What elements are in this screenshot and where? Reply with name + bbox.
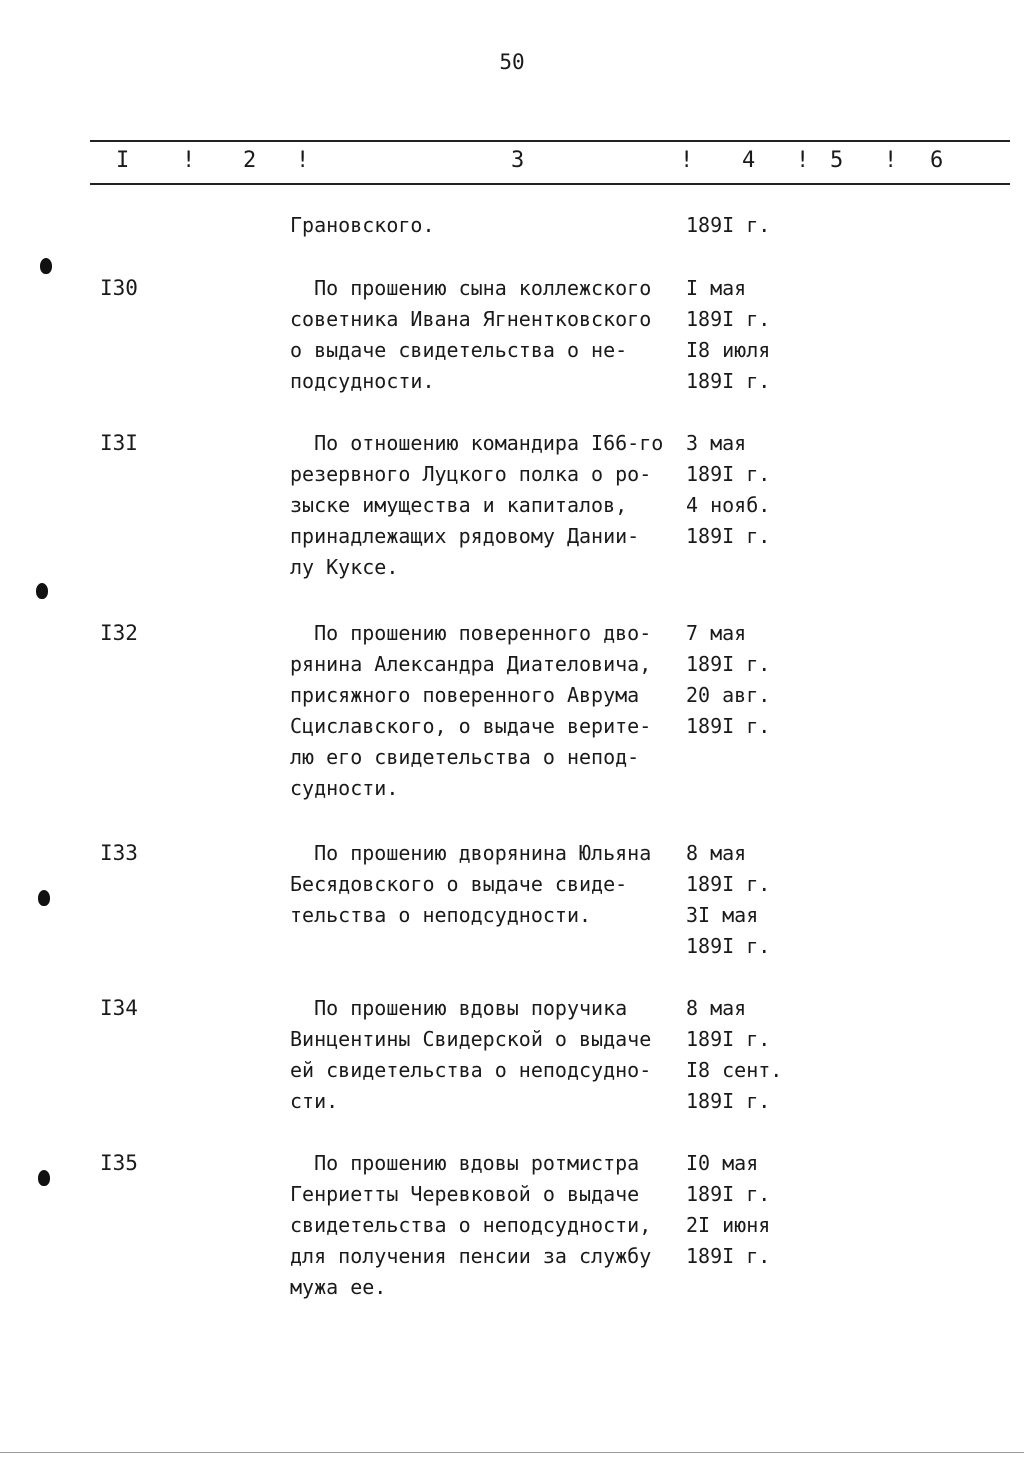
- page-bottom-edge: [0, 1452, 1024, 1453]
- date-line: 3 мая: [686, 431, 747, 455]
- date-line: 189I г.: [686, 1182, 771, 1206]
- header-bottom-rule: [90, 183, 1010, 185]
- description-line: принадлежащих рядовому Дании-: [290, 524, 640, 548]
- date-line: 189I г.: [686, 213, 771, 237]
- header-col-3: 3: [511, 148, 525, 173]
- date-line: 189I г.: [686, 714, 771, 738]
- description-line: судности.: [290, 776, 399, 800]
- binding-hole: [38, 1170, 50, 1186]
- header-col-4: 4: [742, 148, 756, 173]
- binding-hole: [38, 890, 50, 906]
- description-line: свидетельства о неподсудности,: [290, 1213, 652, 1237]
- header-col-1: I: [116, 148, 130, 173]
- description-line: По прошению поверенного дво-: [290, 621, 652, 645]
- description-line: По прошению вдовы ротмистра: [290, 1151, 640, 1175]
- description-line: лю его свидетельства о непод-: [290, 745, 640, 769]
- date-line: 189I г.: [686, 1089, 771, 1113]
- date-line: 189I г.: [686, 652, 771, 676]
- date-line: 189I г.: [686, 524, 771, 548]
- date-line: 189I г.: [686, 1244, 771, 1268]
- description-line: По прошению сына коллежского: [290, 276, 652, 300]
- entry-dates: [686, 273, 770, 397]
- continuation-dates: [686, 210, 770, 241]
- entry-number: I33: [100, 841, 138, 865]
- entry-number: I34: [100, 996, 138, 1020]
- header-separator: !: [182, 148, 196, 173]
- date-line: 8 мая: [686, 841, 747, 865]
- header-separator: !: [296, 148, 310, 173]
- entry-dates: [686, 618, 770, 742]
- description-line: По прошению вдовы поручика: [290, 996, 628, 1020]
- date-line: 189I г.: [686, 307, 771, 331]
- header-col-6: 6: [930, 148, 944, 173]
- date-line: 189I г.: [686, 934, 771, 958]
- description-line: присяжного поверенного Аврума: [290, 683, 640, 707]
- entry-number: I35: [100, 1151, 138, 1175]
- description-line: подсудности.: [290, 369, 435, 393]
- description-line: тельства о неподсудности.: [290, 903, 592, 927]
- description-line: По отношению командира I66-го: [290, 431, 664, 455]
- description-line: зыске имущества и капиталов,: [290, 493, 628, 517]
- description-line: мужа ее.: [290, 1275, 387, 1299]
- description-line: о выдаче свидетельства о не-: [290, 338, 628, 362]
- description-line: резервного Луцкого полка о ро-: [290, 462, 652, 486]
- entry-description: [290, 1148, 690, 1303]
- description-line: Генриетты Черевковой о выдаче: [290, 1182, 640, 1206]
- date-line: 8 мая: [686, 996, 747, 1020]
- description-line: По прошению дворянина Юльяна: [290, 841, 652, 865]
- entry-number: I32: [100, 621, 138, 645]
- date-line: I8 сент.: [686, 1058, 783, 1082]
- header-separator: !: [680, 148, 694, 173]
- date-line: I0 мая: [686, 1151, 759, 1175]
- description-line: лу Куксе.: [290, 555, 399, 579]
- entry-number: I30: [100, 276, 138, 300]
- header-separator: !: [884, 148, 898, 173]
- header-col-2: 2: [243, 148, 257, 173]
- header-separator: !: [796, 148, 810, 173]
- binding-hole: [36, 583, 48, 599]
- description-line: Грановского.: [290, 213, 435, 237]
- continuation-description: [290, 210, 690, 241]
- description-line: ей свидетельства о неподсудно-: [290, 1058, 652, 1082]
- description-line: для получения пенсии за службу: [290, 1244, 652, 1268]
- entry-dates: [686, 1148, 770, 1272]
- description-line: рянина Александра Диателовича,: [290, 652, 652, 676]
- page-number: 50: [499, 50, 525, 74]
- entry-number: I3I: [100, 431, 138, 455]
- entry-description: [290, 428, 690, 583]
- entry-description: [290, 618, 690, 804]
- date-line: 4 нояб.: [686, 493, 771, 517]
- description-line: Винцентины Свидерской о выдаче: [290, 1027, 652, 1051]
- description-line: советника Ивана Ягнентковского: [290, 307, 652, 331]
- header-col-5: 5: [830, 148, 844, 173]
- date-line: I мая: [686, 276, 747, 300]
- header-top-rule: [90, 140, 1010, 142]
- date-line: 189I г.: [686, 462, 771, 486]
- description-line: Бесядовского о выдаче свиде-: [290, 872, 628, 896]
- date-line: 189I г.: [686, 369, 771, 393]
- date-line: 3I мая: [686, 903, 759, 927]
- description-line: сти.: [290, 1089, 339, 1113]
- date-line: 189I г.: [686, 1027, 771, 1051]
- entry-description: [290, 993, 690, 1117]
- date-line: I8 июля: [686, 338, 771, 362]
- entry-dates: [686, 838, 770, 962]
- binding-hole: [40, 258, 52, 274]
- entry-dates: [686, 993, 782, 1117]
- entry-dates: [686, 428, 770, 552]
- date-line: 7 мая: [686, 621, 747, 645]
- date-line: 20 авг.: [686, 683, 771, 707]
- entry-description: [290, 273, 690, 397]
- entry-description: [290, 838, 690, 931]
- date-line: 2I июня: [686, 1213, 771, 1237]
- date-line: 189I г.: [686, 872, 771, 896]
- description-line: Сциславского, о выдаче верите-: [290, 714, 652, 738]
